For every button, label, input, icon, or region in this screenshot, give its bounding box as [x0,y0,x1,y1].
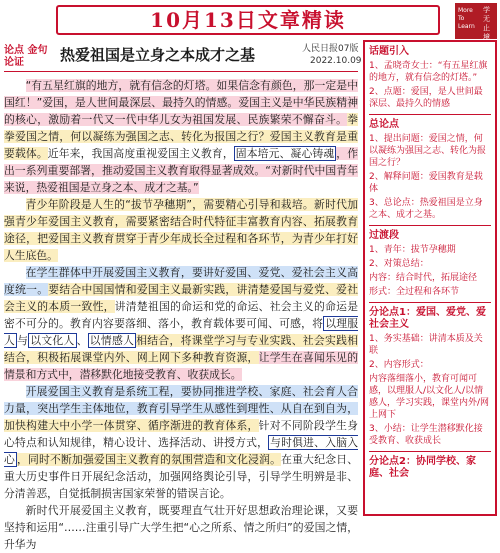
note-item: 2、解释问题：爱国教育是载体 [369,172,483,194]
boxed-phrase: 以情感人 [89,334,135,347]
section-divider [369,451,491,452]
page-title: 10月13日文章精读 [56,5,440,35]
article-body [4,77,358,553]
note-item: 形式：全过程和各环节 [369,287,460,297]
note-item: 1、青年：拔节孕穗期 [369,245,456,255]
highlight-essence: 要结合中国国情和爱国主义最新实践，讲清楚爱国与爱党、爱社会主义的本质一致性， [4,283,359,313]
note-item: 3、总论点：热爱祖国是立身之本、成才之基。 [369,198,483,220]
boxed-phrase: 与时俱进、入脑入心 [4,436,358,466]
highlight-thesis: ，作出一系列重要部署，推动爱国主义教育取得显著成效。“对新时代中国青年来说，热爱祖国是立身之本、成才之基。” [4,147,359,194]
text-span: 与 [17,334,29,347]
text-span: 针对不同阶段学生身心特点和认知规律，精心设计、选择活动、讲授方式， [4,419,359,449]
paragraph-1 [4,77,358,196]
page-header [0,0,500,40]
note-item: 1、务实基础：讲清本质及关联 [369,334,483,356]
paragraph-5 [4,502,358,553]
highlight-transition: 青少年阶段是人生的“拔节孕穗期”，需要精心引导和栽培。新时代加强青少年爱国主义教育，需要紧密结合时代特征丰富教育内容、拓展教育途径，把爱国主义教育贯穿于青少年成长全过程和各环节，为青少年打好人生底色。 [4,198,358,262]
text-span: 、 [76,334,88,347]
section-main-argument: 总论点 [369,119,399,130]
section-divider [369,114,491,115]
note-item: 2、内容形式： [369,360,429,370]
note-item: 3、小结：让学生潜移默化接受教育、收获成长 [369,424,483,446]
note-item: 2、对策总结： [369,259,429,269]
note-item: 1、提出问题：爱国之情，何以凝练为强国之志、转化为报国之行？ [369,134,487,168]
paragraph-2 [4,196,358,264]
highlight-question: 拳拳爱国之情，何以凝练为强国之志、转化为报国之行？爱国主义教育是重要载体。 [4,113,358,160]
article-panel [0,40,362,551]
title-divider [4,71,358,72]
note-item: 2、点题：爱国，是人世间最深层、最持久的情感 [369,87,483,109]
highlight-system: 加快构建大中小学一体贯穿、循序渐进的教育体系， [4,419,259,432]
article-date: 2022.10.09 [310,56,362,66]
article-title: 热爱祖国是立身之本成才之基 [60,46,256,64]
highlight-methods: 相结合，将课堂学习与专业实践、社会实践相结合，积极拓展课堂内外、网上网下多种教育资源， [4,334,359,364]
text-span: 近年来，我国高度重视爱国主义教育， [47,147,234,160]
tag-argument-quote: 论点 金句 [4,45,48,56]
text-span: 讲清楚祖国的命运和党的命运、社会主义的命运是密不可分的。教育内容要落细、落小，教育载体要可闻、可感，将 [4,300,359,330]
notes-panel [363,40,497,516]
section-divider [369,302,491,303]
note-item: 1、孟晓奇女士：“有五星红旗的地方，就有信念的灯塔。” [369,61,488,83]
text-span: 新时代开展爱国主义教育，既要理直气壮开好思想政治理论课，又要坚持和运用“……注重引导广大学生把“心之所系、情之所归”的爱国之情，升华为 [4,504,358,551]
highlight-subpoint-1: 在学生群体中开展爱国主义教育，要讲好爱国、爱党、爱社会主义高度统一。 [4,266,358,296]
note-item: 内容：结合时代，拓展途径 [369,273,478,283]
highlight-summary-1: 让学生在喜闻乐见的情景和方式中，潜移默化地接受教育、收获成长。 [4,351,359,381]
section-transition: 过渡段 [369,230,399,241]
text-span: 在重大纪念日、重大历史事件日开展纪念活动，加强网络舆论引导，引导学生明辨是非、分清善恶，自觉抵制损害国家荣誉的错误言论。 [4,453,359,500]
boxed-phrase: 以文化人 [30,334,75,347]
section-subpoint-1: 分论点1：爱国、爱党、爱社会主义 [369,307,486,330]
boxed-phrase: 固本培元、凝心铸魂 [235,147,335,160]
highlight-subpoint-2: 开展爱国主义教育是系统工程，要协同推进学校、家庭、社会育人合力量，突出学生主体地位，教育引导学生从感性到理性、从自在到自为， [4,385,358,415]
article-source: 人民日报07版 [302,44,359,54]
tag-reasoning: 论证 [4,57,24,68]
highlight-intro: “有五星红旗的地方，就有信念的灯塔。如果信念有颜色，那一定是中国红！”爱国，是人世间最深层、最持久的情感。爱国主义是中华民族精神的核心，激励着一代又一代中华儿女为祖国发展、民族繁荣不懈奋斗。 [4,79,358,126]
logo-text-en: More To Learn [458,7,475,30]
section-subpoint-2: 分论点2：协同学校、家庭、社会 [369,456,476,479]
highlight-atmosphere: ，同时不断加强爱国主义教育的氛围营造和文化浸润。 [17,453,282,466]
boxed-phrase: 以理服人 [4,317,358,347]
brand-logo [455,3,497,39]
section-divider [369,225,491,226]
section-topic-intro: 话题引入 [369,46,409,57]
paragraph-3 [4,264,358,383]
logo-text-cn: 学无止境 [483,6,490,41]
paragraph-4 [4,383,358,502]
note-item: 内容落细落小，教育可闻可感，以理服人/以文化人/以情感人，学习实践，课堂内外/网上网下 [369,374,490,420]
